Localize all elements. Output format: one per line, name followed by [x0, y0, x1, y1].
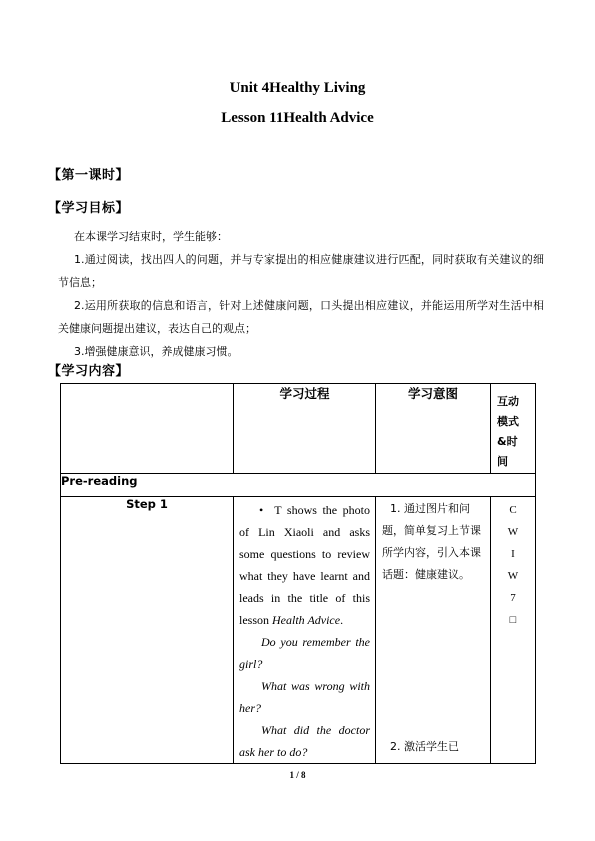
step1-mode-1: C: [509, 504, 517, 516]
header-mode-line-2: 模式: [497, 415, 519, 428]
step1-mode: [491, 497, 535, 631]
step1-name: Step 1: [61, 497, 234, 764]
step1-intent-1: 1. 通过图片和问题，简单复习上节课所学内容，引入本课话题：健康建议。: [382, 502, 481, 581]
step1-question-2: What was wrong with her?: [239, 679, 370, 715]
pre-reading-row: [61, 474, 536, 497]
objective-item-3: 3.增强健康意识，养成健康习惯。: [74, 345, 239, 358]
lesson-table: [60, 383, 536, 764]
header-mode-line-1: 互动: [497, 395, 519, 408]
header-mode: [491, 384, 536, 474]
step1-question-1: Do you remember the girl?: [239, 635, 370, 671]
step1-intent-cell: [376, 497, 491, 764]
objectives-heading: 【学习目标】: [48, 201, 130, 216]
step1-mode-6: □: [509, 614, 517, 626]
header-intent: 学习意图: [376, 384, 491, 474]
objectives-intro: 在本课学习结束时，学生能够：: [74, 230, 228, 243]
step1-question-3: What did the doctor ask her to do?: [239, 723, 370, 759]
content-heading: 【学习内容】: [48, 364, 130, 379]
step1-mode-2: W: [507, 526, 519, 538]
step1-process: [234, 499, 375, 763]
unit-title: Unit 4Healthy Living: [229, 80, 366, 96]
step1-intent-2: 2. 激活学生已: [390, 740, 459, 753]
step1-process-title: Health Advice: [272, 613, 341, 627]
bullet-icon: •: [259, 503, 264, 517]
header-process: 学习过程: [234, 384, 376, 474]
header-mode-line-3: &时: [497, 435, 518, 448]
page-number: 1 / 8: [289, 770, 306, 780]
header-empty-cell: [61, 384, 234, 474]
table-header-row: [61, 384, 536, 474]
step1-mode-3: I: [511, 548, 515, 560]
step1-process-text: T shows the photo of Lin Xiaoli and asks some questions to review what they have learnt and leads in the title of this lesson: [239, 503, 370, 627]
step1-mode-5: 7: [510, 592, 516, 604]
step1-mode-4: W: [507, 570, 519, 582]
step1-process-cell: [234, 497, 376, 764]
header-mode-line-4: 间: [497, 455, 508, 468]
pre-reading-label: Pre-reading: [61, 474, 536, 497]
period-heading: 【第一课时】: [48, 168, 130, 183]
objective-item-2: 2.运用所获取的信息和语言，针对上述健康问题，口头提出相应建议，并能运用所学对生活中相关健康问题提出建议，表达自己的观点；: [58, 299, 544, 335]
step1-process-period: .: [340, 613, 344, 627]
objective-item-1: 1.通过阅读，找出四人的问题，并与专家提出的相应健康建议进行匹配，同时获取有关建议的细节信息；: [58, 253, 544, 289]
step1-row: [61, 497, 536, 764]
step1-intent: [376, 498, 490, 764]
step1-mode-cell: [491, 497, 536, 764]
step1-process-main: [239, 499, 370, 631]
lesson-title: Lesson 11Health Advice: [221, 110, 374, 126]
